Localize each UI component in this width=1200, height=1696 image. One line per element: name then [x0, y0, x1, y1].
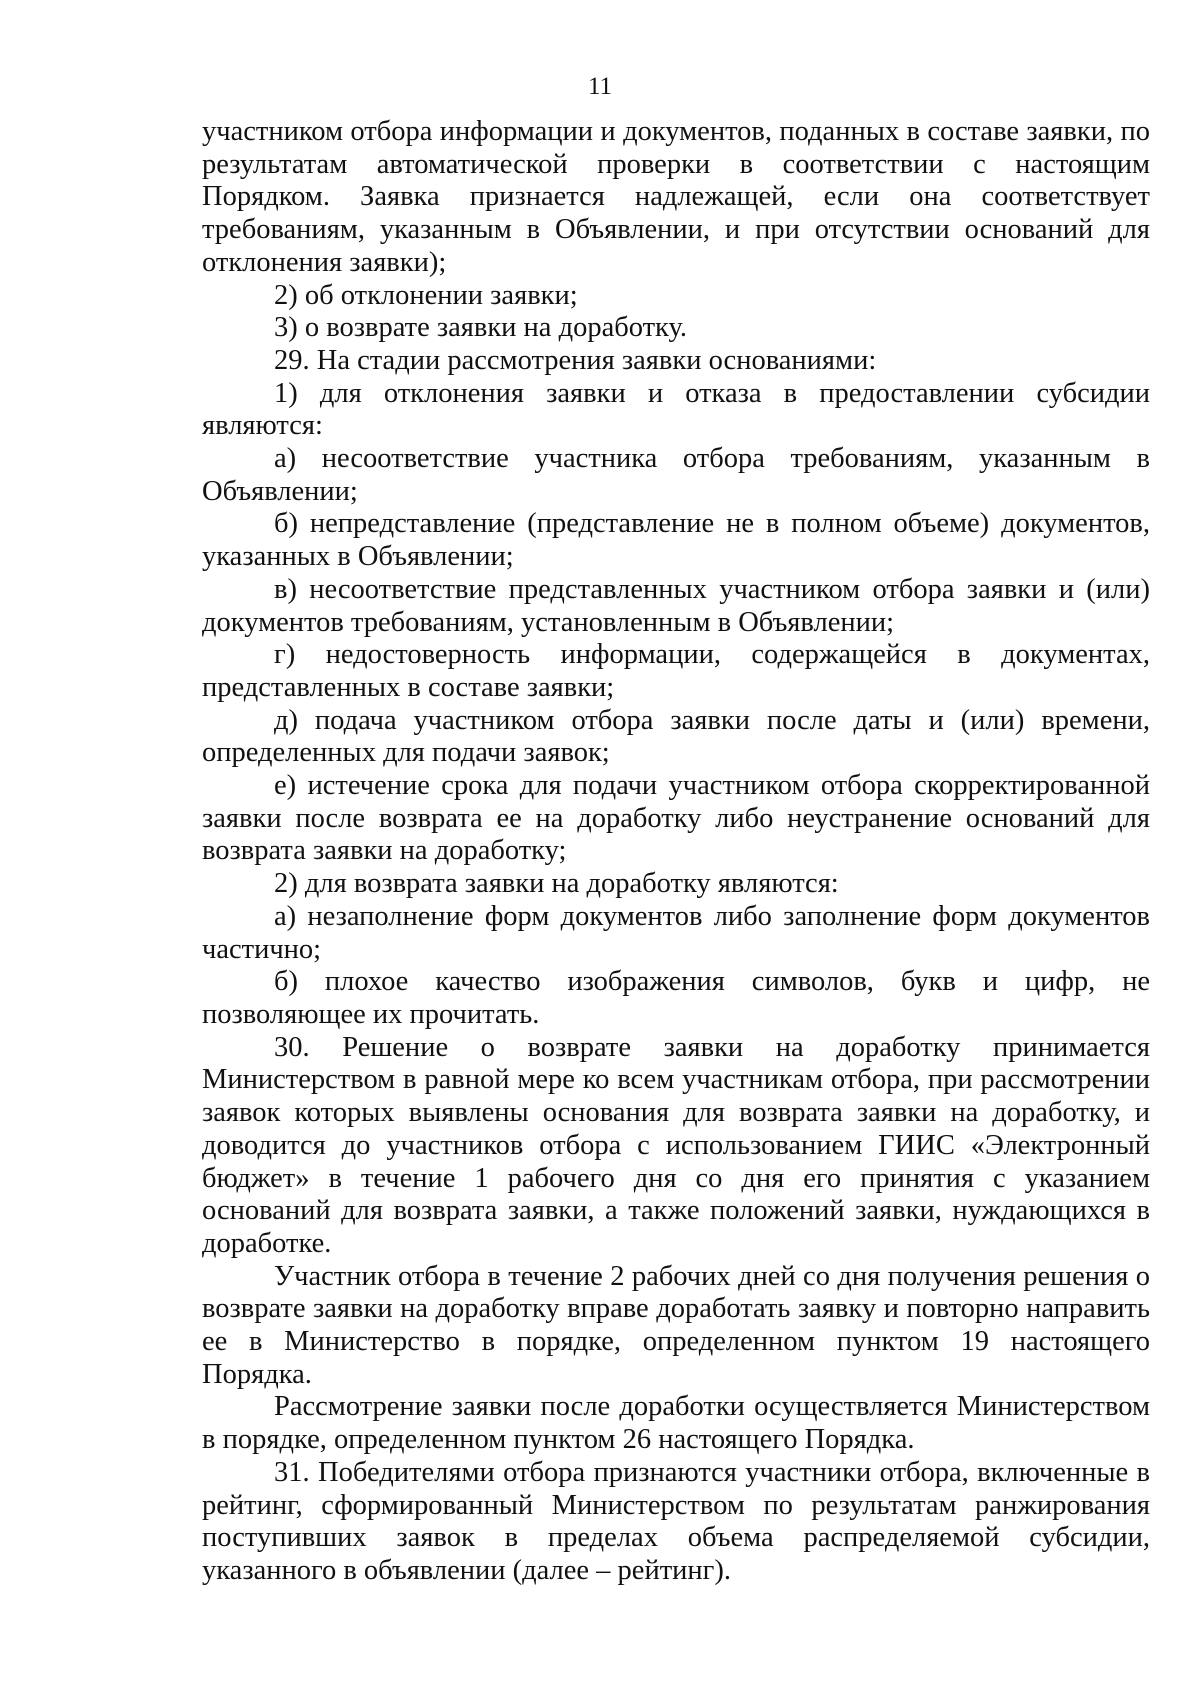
paragraph-item-2-rejection: 2) об отклонении заявки; — [274, 279, 578, 311]
paragraph-clause-29-item-2: 2) для возврата заявки на доработку являются: — [274, 868, 839, 900]
paragraph-item-3-return: 3) о возврате заявки на доработку. — [274, 312, 688, 344]
paragraph-clause-30: 30. Решение о возврате заявки на доработку принимается Министерством в равной мере ко всем участникам отбора, при рассмотрении заявок которых выявлены основания для возврата заявки на доработку, и доводится до участников отбора с использованием ГИИС «Электронный бюджет» в течение 1 рабочего дня со дня его принятия с указанием оснований для возврата заявки, а также положений заявки, нуждающихся в доработке. — [202, 1031, 1150, 1259]
paragraph-clause-29-item-1b: б) непредставление (представление не в полном объеме) документов, указанных в Объявлении; — [202, 508, 1150, 573]
paragraph-clause-30-review: Рассмотрение заявки после доработки осуществляется Министерством в порядке, определенном пунктом 26 настоящего Порядка. — [202, 1391, 1150, 1456]
paragraph-continuation: участником отбора информации и документов, поданных в составе заявки, по результатам автоматической проверки в соответствии с настоящим Порядком. Заявка признается надлежащей, если она соответствует требованиям, указанным в Объявлении, и при отсутствии оснований для отклонения заявки); — [202, 116, 1150, 278]
paragraph-clause-29-item-1a: а) несоответствие участника отбора требованиям, указанным в Объявлении; — [202, 443, 1150, 507]
paragraph-clause-29-item-1e: е) истечение срока для подачи участником отбора скорректированной заявки после возврата ее на доработку либо неустранение оснований для возврата заявки на доработку; — [202, 770, 1150, 867]
page-number: 11 — [587, 73, 613, 100]
paragraph-clause-29-item-2a: а) незаполнение форм документов либо заполнение форм документов частично; — [202, 900, 1150, 965]
paragraph-clause-30-participant: Участник отбора в течение 2 рабочих дней со дня получения решения о возврате заявки на доработку вправе доработать заявку и повторно направить ее в Министерство в порядке, определенном пунктом 19 настоящего Порядка. — [202, 1260, 1150, 1390]
paragraph-clause-31: 31. Победителями отбора признаются участники отбора, включенные в рейтинг, сформированный Министерством по результатам ранжирования поступивших заявок в пределах объема распределяемой субсидии, указанного в объявлении (далее – рейтинг). — [202, 1456, 1150, 1586]
paragraph-clause-29: 29. На стадии рассмотрения заявки основаниями: — [274, 344, 877, 376]
paragraph-clause-29-item-1v: в) несоответствие представленных участником отбора заявки и (или) документов требованиям, установленным в Объявлении; — [202, 573, 1150, 638]
paragraph-clause-29-item-1g: г) недостоверность информации, содержащейся в документах, представленных в составе заявки; — [202, 639, 1150, 703]
document-body — [202, 116, 1150, 1588]
paragraph-clause-29-item-1d: д) подача участником отбора заявки после даты и (или) времени, определенных для подачи заявок; — [202, 704, 1150, 769]
paragraph-clause-29-item-1: 1) для отклонения заявки и отказа в предоставлении субсидии являются: — [202, 377, 1150, 442]
paragraph-clause-29-item-2b: б) плохое качество изображения символов, букв и цифр, не позволяющее их прочитать. — [202, 966, 1150, 1030]
